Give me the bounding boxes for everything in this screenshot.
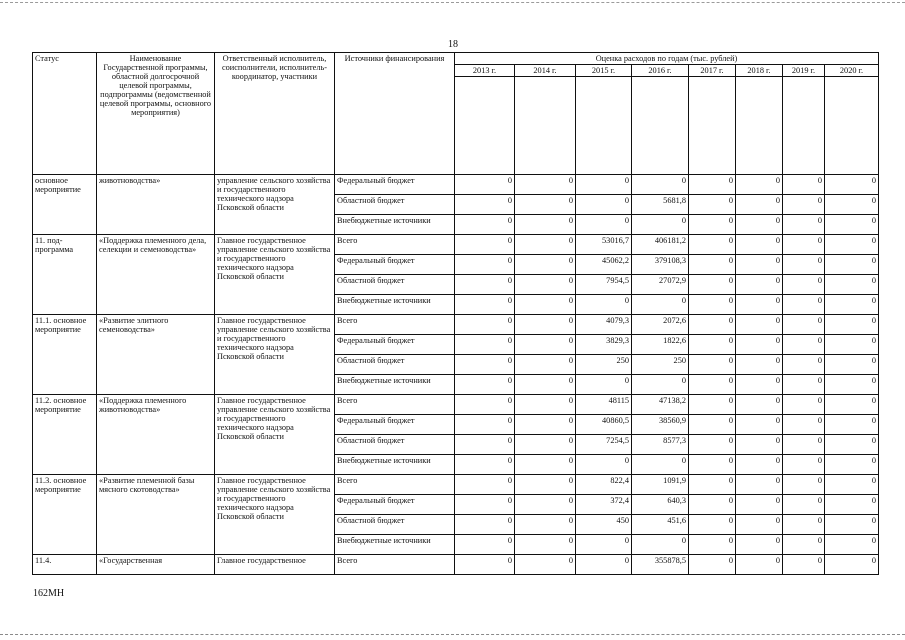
- amount-cell: 0: [576, 555, 632, 575]
- funding-source: Внебюджетные источники: [335, 535, 455, 555]
- amount-cell: 0: [825, 495, 879, 515]
- amount-cell: 0: [455, 435, 515, 455]
- scan-edge-top: [0, 2, 905, 3]
- amount-cell: 0: [455, 295, 515, 315]
- amount-cell: 47138,2: [632, 395, 689, 415]
- amount-cell: 0: [576, 295, 632, 315]
- amount-cell: 0: [632, 295, 689, 315]
- amount-cell: 0: [736, 175, 783, 195]
- row-executor: Главное государственное управление сельского хозяйства и государственного технического надзора Псковской области: [215, 395, 335, 475]
- amount-cell: 0: [736, 275, 783, 295]
- amount-cell: 0: [736, 475, 783, 495]
- amount-cell: 0: [689, 195, 736, 215]
- header-year: 2015 г.: [576, 65, 632, 77]
- funding-source: Областной бюджет: [335, 515, 455, 535]
- header-estimate: Оценка расходов по годам (тыс. рублей): [455, 53, 879, 65]
- amount-cell: 0: [689, 235, 736, 255]
- amount-cell: 0: [783, 375, 825, 395]
- header-status: Статус: [33, 53, 97, 175]
- table-row: [33, 395, 879, 415]
- amount-cell: 38560,9: [632, 415, 689, 435]
- amount-cell: 0: [689, 495, 736, 515]
- amount-cell: 0: [632, 375, 689, 395]
- amount-cell: 0: [736, 555, 783, 575]
- row-program-name: «Поддержка племенного дела, селекции и семеноводства»: [97, 235, 215, 315]
- amount-cell: 0: [736, 315, 783, 335]
- amount-cell: 0: [825, 275, 879, 295]
- amount-cell: 0: [515, 295, 576, 315]
- amount-cell: 250: [632, 355, 689, 375]
- row-status: 11.1. основное мероприятие: [33, 315, 97, 395]
- budget-table-body: [33, 175, 879, 575]
- amount-cell: 0: [736, 375, 783, 395]
- amount-cell: 0: [783, 555, 825, 575]
- amount-cell: 0: [576, 175, 632, 195]
- amount-cell: 0: [783, 255, 825, 275]
- amount-cell: 640,3: [632, 495, 689, 515]
- amount-cell: 0: [689, 475, 736, 495]
- amount-cell: 0: [825, 235, 879, 255]
- amount-cell: 0: [783, 535, 825, 555]
- amount-cell: 4079,3: [576, 315, 632, 335]
- amount-cell: 0: [825, 415, 879, 435]
- amount-cell: 0: [689, 315, 736, 335]
- amount-cell: 0: [783, 235, 825, 255]
- amount-cell: 0: [689, 175, 736, 195]
- amount-cell: 0: [736, 235, 783, 255]
- amount-cell: 0: [825, 295, 879, 315]
- amount-cell: 250: [576, 355, 632, 375]
- row-status: 11.4.: [33, 555, 97, 575]
- row-status: основное мероприятие: [33, 175, 97, 235]
- amount-cell: 0: [825, 315, 879, 335]
- amount-cell: 0: [783, 415, 825, 435]
- row-executor: Главное государственное управление сельского хозяйства и государственного технического надзора Псковской области: [215, 235, 335, 315]
- amount-cell: 0: [515, 415, 576, 435]
- amount-cell: 0: [455, 555, 515, 575]
- amount-cell: 0: [515, 335, 576, 355]
- header-sources: Источники финансирования: [335, 53, 455, 175]
- amount-cell: 0: [515, 495, 576, 515]
- amount-cell: 0: [576, 535, 632, 555]
- row-status: 11.2. основное мероприятие: [33, 395, 97, 475]
- funding-source: Всего: [335, 475, 455, 495]
- amount-cell: 0: [576, 215, 632, 235]
- amount-cell: 0: [783, 215, 825, 235]
- amount-cell: 0: [689, 295, 736, 315]
- amount-cell: 0: [689, 255, 736, 275]
- amount-cell: 0: [825, 555, 879, 575]
- amount-cell: 0: [455, 395, 515, 415]
- funding-source: Федеральный бюджет: [335, 495, 455, 515]
- funding-source: Внебюджетные источники: [335, 455, 455, 475]
- amount-cell: 0: [515, 255, 576, 275]
- amount-cell: 0: [736, 535, 783, 555]
- amount-cell: 0: [515, 375, 576, 395]
- header-year: 2019 г.: [783, 65, 825, 77]
- amount-cell: 0: [515, 395, 576, 415]
- amount-cell: 0: [825, 175, 879, 195]
- amount-cell: 0: [689, 335, 736, 355]
- amount-cell: 0: [783, 455, 825, 475]
- page-number: 18: [448, 39, 458, 50]
- amount-cell: 0: [515, 355, 576, 375]
- amount-cell: 379108,3: [632, 255, 689, 275]
- amount-cell: 0: [783, 395, 825, 415]
- row-program-name: «Государственная: [97, 555, 215, 575]
- amount-cell: 0: [736, 415, 783, 435]
- amount-cell: 0: [736, 435, 783, 455]
- funding-source: Внебюджетные источники: [335, 295, 455, 315]
- amount-cell: 0: [825, 355, 879, 375]
- header-year: 2017 г.: [689, 65, 736, 77]
- amount-cell: 0: [783, 315, 825, 335]
- amount-cell: 0: [632, 535, 689, 555]
- amount-cell: 0: [576, 195, 632, 215]
- funding-source: Внебюджетные источники: [335, 215, 455, 235]
- amount-cell: 822,4: [576, 475, 632, 495]
- amount-cell: 0: [632, 455, 689, 475]
- funding-source: Федеральный бюджет: [335, 175, 455, 195]
- amount-cell: 45062,2: [576, 255, 632, 275]
- amount-cell: 7254,5: [576, 435, 632, 455]
- amount-cell: 0: [783, 295, 825, 315]
- amount-cell: 0: [455, 235, 515, 255]
- amount-cell: 0: [736, 395, 783, 415]
- row-program-name: «Поддержка племенного животноводства»: [97, 395, 215, 475]
- amount-cell: 0: [689, 415, 736, 435]
- amount-cell: 0: [825, 195, 879, 215]
- amount-cell: 0: [515, 435, 576, 455]
- funding-source: Всего: [335, 235, 455, 255]
- row-status: 11. под-программа: [33, 235, 97, 315]
- amount-cell: 406181,2: [632, 235, 689, 255]
- document-code: 162МН: [33, 588, 65, 599]
- amount-cell: 0: [783, 355, 825, 375]
- amount-cell: 2072,6: [632, 315, 689, 335]
- amount-cell: 0: [455, 315, 515, 335]
- funding-source: Федеральный бюджет: [335, 415, 455, 435]
- amount-cell: 0: [576, 375, 632, 395]
- amount-cell: 0: [455, 275, 515, 295]
- amount-cell: 0: [689, 215, 736, 235]
- amount-cell: 0: [515, 175, 576, 195]
- amount-cell: 0: [736, 495, 783, 515]
- row-executor: Главное государственное: [215, 555, 335, 575]
- amount-cell: 0: [455, 175, 515, 195]
- amount-cell: 0: [736, 455, 783, 475]
- amount-cell: 0: [455, 255, 515, 275]
- amount-cell: 0: [455, 195, 515, 215]
- header-year: 2016 г.: [632, 65, 689, 77]
- funding-source: Всего: [335, 315, 455, 335]
- amount-cell: 0: [455, 515, 515, 535]
- amount-cell: 451,6: [632, 515, 689, 535]
- amount-cell: 0: [783, 335, 825, 355]
- header-name: Наименование Государственной программы, областной долгосрочной целевой программы, подпрограммы (ведомственной целевой программы, основного мероприятия): [97, 53, 215, 175]
- amount-cell: 0: [825, 395, 879, 415]
- header-executor: Ответственный исполнитель, соисполнители, исполнитель-координатор, участники: [215, 53, 335, 175]
- amount-cell: 0: [576, 455, 632, 475]
- row-executor: Главное государственное управление сельского хозяйства и государственного технического надзора Псковской области: [215, 475, 335, 555]
- amount-cell: 27072,9: [632, 275, 689, 295]
- amount-cell: 0: [632, 215, 689, 235]
- amount-cell: 7954,5: [576, 275, 632, 295]
- amount-cell: 0: [736, 215, 783, 235]
- amount-cell: 0: [689, 555, 736, 575]
- scan-edge-bottom: [0, 634, 905, 635]
- amount-cell: 0: [825, 475, 879, 495]
- amount-cell: 0: [825, 215, 879, 235]
- amount-cell: 0: [515, 455, 576, 475]
- amount-cell: 0: [632, 175, 689, 195]
- amount-cell: 0: [455, 475, 515, 495]
- row-program-name: «Развитие элитного семеноводства»: [97, 315, 215, 395]
- header-year: 2018 г.: [736, 65, 783, 77]
- amount-cell: 0: [689, 275, 736, 295]
- table-row: [33, 475, 879, 495]
- funding-source: Областной бюджет: [335, 435, 455, 455]
- header-year: 2014 г.: [515, 65, 576, 77]
- table-row: [33, 555, 879, 575]
- amount-cell: 0: [825, 255, 879, 275]
- amount-cell: 0: [455, 355, 515, 375]
- amount-cell: 372,4: [576, 495, 632, 515]
- amount-cell: 0: [455, 455, 515, 475]
- amount-cell: 0: [515, 535, 576, 555]
- funding-source: Областной бюджет: [335, 275, 455, 295]
- amount-cell: 0: [783, 435, 825, 455]
- amount-cell: 355878,5: [632, 555, 689, 575]
- amount-cell: 450: [576, 515, 632, 535]
- amount-cell: 0: [783, 515, 825, 535]
- header-year: 2020 г.: [825, 65, 879, 77]
- amount-cell: 0: [736, 295, 783, 315]
- amount-cell: 0: [825, 455, 879, 475]
- amount-cell: 0: [783, 195, 825, 215]
- amount-cell: 8577,3: [632, 435, 689, 455]
- amount-cell: 0: [515, 215, 576, 235]
- amount-cell: 0: [825, 335, 879, 355]
- amount-cell: 0: [689, 375, 736, 395]
- amount-cell: 5681,8: [632, 195, 689, 215]
- amount-cell: 0: [736, 355, 783, 375]
- amount-cell: 0: [455, 335, 515, 355]
- amount-cell: 0: [515, 195, 576, 215]
- amount-cell: 0: [689, 435, 736, 455]
- amount-cell: 0: [689, 515, 736, 535]
- amount-cell: 0: [455, 375, 515, 395]
- budget-table: [32, 52, 879, 575]
- row-executor: Главное государственное управление сельского хозяйства и государственного технического надзора Псковской области: [215, 315, 335, 395]
- funding-source: Всего: [335, 395, 455, 415]
- amount-cell: 3829,3: [576, 335, 632, 355]
- amount-cell: 0: [736, 195, 783, 215]
- row-status: 11.3. основное мероприятие: [33, 475, 97, 555]
- table-row: [33, 175, 879, 195]
- table-row: [33, 235, 879, 255]
- amount-cell: 0: [689, 455, 736, 475]
- amount-cell: 0: [825, 435, 879, 455]
- amount-cell: 0: [515, 555, 576, 575]
- funding-source: Федеральный бюджет: [335, 255, 455, 275]
- row-executor: управление сельского хозяйства и государственного технического надзора Псковской области: [215, 175, 335, 235]
- amount-cell: 0: [736, 515, 783, 535]
- amount-cell: 1091,9: [632, 475, 689, 495]
- amount-cell: 0: [783, 495, 825, 515]
- amount-cell: 0: [825, 535, 879, 555]
- amount-cell: 0: [515, 515, 576, 535]
- amount-cell: 0: [689, 535, 736, 555]
- amount-cell: 40860,5: [576, 415, 632, 435]
- amount-cell: 0: [515, 275, 576, 295]
- row-program-name: животноводства»: [97, 175, 215, 235]
- funding-source: Федеральный бюджет: [335, 335, 455, 355]
- funding-source: Всего: [335, 555, 455, 575]
- amount-cell: 0: [455, 535, 515, 555]
- amount-cell: 0: [515, 235, 576, 255]
- header-year: 2013 г.: [455, 65, 515, 77]
- table-row: [33, 315, 879, 335]
- amount-cell: 0: [689, 355, 736, 375]
- amount-cell: 0: [455, 415, 515, 435]
- amount-cell: 0: [455, 495, 515, 515]
- amount-cell: 0: [515, 475, 576, 495]
- amount-cell: 0: [736, 335, 783, 355]
- funding-source: Областной бюджет: [335, 355, 455, 375]
- amount-cell: 0: [783, 175, 825, 195]
- amount-cell: 0: [689, 395, 736, 415]
- amount-cell: 53016,7: [576, 235, 632, 255]
- amount-cell: 0: [825, 375, 879, 395]
- amount-cell: 1822,6: [632, 335, 689, 355]
- amount-cell: 0: [783, 475, 825, 495]
- amount-cell: 0: [455, 215, 515, 235]
- amount-cell: 0: [515, 315, 576, 335]
- row-program-name: «Развитие племенной базы мясного скотоводства»: [97, 475, 215, 555]
- amount-cell: 0: [736, 255, 783, 275]
- amount-cell: 48115: [576, 395, 632, 415]
- amount-cell: 0: [783, 275, 825, 295]
- funding-source: Внебюджетные источники: [335, 375, 455, 395]
- funding-source: Областной бюджет: [335, 195, 455, 215]
- amount-cell: 0: [825, 515, 879, 535]
